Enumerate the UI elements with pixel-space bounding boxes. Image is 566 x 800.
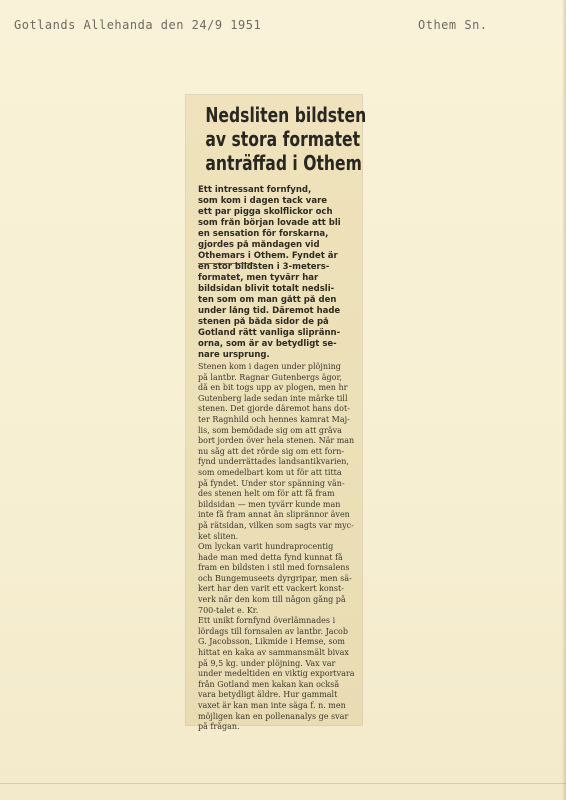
lead-line: stenen på båda sidor de på xyxy=(198,317,329,327)
body-line: ket sliten. xyxy=(198,531,239,541)
body-line: och Bungemuseets dyrgripar, men sä- xyxy=(198,573,352,583)
body-line: G. Jacobsson, Likmide i Hemse, som xyxy=(198,637,345,647)
lead-line: gjordes på måndagen vid xyxy=(198,240,320,250)
body-line: på fyndet. Under stor spänning vän- xyxy=(198,478,345,488)
lead-line: Ett intressant fornfynd, xyxy=(198,185,312,195)
body-line: Om lyckan varit hundraprocentig xyxy=(198,542,334,552)
article-headline xyxy=(205,103,367,175)
body-line: nu såg att det rörde sig om ett forn- xyxy=(198,446,345,456)
source-note: Gotlands Allehanda den 24/9 1951 xyxy=(14,18,262,32)
body-line: vaxet är kan man inte säga f. n. men xyxy=(198,701,346,710)
lead-line: bildsidan blivit totalt nedsli- xyxy=(198,284,335,294)
lead-line: Gotland rätt vanliga slipränn- xyxy=(198,328,341,338)
body-line: lördags till fornsalen av lantbr. Jacob xyxy=(198,626,348,636)
body-line: Gutenberg lade sedan inte märke till xyxy=(198,393,348,403)
lead-line: ten som om man gått på den xyxy=(198,295,337,305)
body-line: fram en bildsten i stil med fornsalens xyxy=(198,563,350,573)
body-line: på rätsidan, vilken som sagts var myc- xyxy=(198,520,354,530)
article-body xyxy=(198,362,356,733)
body-line: Ett unikt fornfynd överlämnades i xyxy=(198,616,336,626)
body-line: ter Ragnhild och hennes kamrat Maj- xyxy=(198,414,350,424)
lead-line: Othemars i Othem. Fyndet är xyxy=(198,251,338,261)
lead-line: under lång tid. Däremot hade xyxy=(198,306,341,316)
lead-line: som från början lovade att bli xyxy=(198,218,341,228)
lead-line: nare ursprung. xyxy=(198,350,270,360)
sheet-edge-shadow xyxy=(562,0,566,800)
body-line: kert har den varit ett vackert konst- xyxy=(198,584,344,594)
lead-line: som kom i dagen tack vare xyxy=(198,196,328,206)
headline-line: av stora formatet xyxy=(205,127,361,151)
body-line: inte få fram annat än sliprännor även xyxy=(198,510,350,520)
page-fold-line xyxy=(0,783,566,784)
body-line: stenen. Det gjorde däremot hans dot- xyxy=(198,404,350,414)
body-line: på lantbr. Ragnar Gutenbergs ägor, xyxy=(198,372,342,382)
lead-line: ett par pigga skolflickor och xyxy=(198,207,333,217)
body-line: verk när den kom till någon gång på xyxy=(198,595,346,605)
body-line: fynd underrättades landsantikvarien, xyxy=(198,457,349,467)
body-line: då en bit togs upp av plogen, men hr xyxy=(198,383,348,393)
body-line: möjligen kan en pollenanalys ge svar xyxy=(198,711,349,721)
body-line: från Gotland men kakan kan också xyxy=(198,679,340,689)
body-line: under medeltiden en viktig exportvara xyxy=(198,669,355,679)
article-lead xyxy=(198,185,352,361)
headline-line: anträffad i Othem xyxy=(205,151,362,175)
parish-note: Othem Sn. xyxy=(418,18,488,32)
body-line: hittat en kaka av sammansmält bivax xyxy=(198,648,349,658)
lead-line: en stor bildsten i 3-meters- xyxy=(198,262,330,272)
lead-line: en sensation för forskarna, xyxy=(198,229,329,239)
body-line: bort jorden över hela stenen. När man xyxy=(198,436,355,446)
body-line: på 9,5 kg. under plöjning. Vax var xyxy=(198,658,336,668)
body-line: lis, som bemödade sig om att gräva xyxy=(198,425,342,435)
body-line: bildsidan — men tyvärr kunde man xyxy=(198,499,341,509)
headline-line: Nedsliten bildsten xyxy=(205,103,367,127)
body-line: 700-talet e. Kr. xyxy=(198,605,259,615)
newspaper-clipping xyxy=(186,95,367,732)
lead-line: orna, som är av betydligt se- xyxy=(198,339,337,349)
body-line: des stenen helt om för att få fram xyxy=(198,489,335,499)
body-line: på frågan. xyxy=(198,722,240,732)
body-line: som omedelbart kom ut för att titta xyxy=(198,467,342,477)
lead-line: formatet, men tyvärr har xyxy=(198,273,319,283)
body-line: Stenen kom i dagen under plöjning xyxy=(198,362,341,371)
body-line: vara betydligt äldre. Hur gammalt xyxy=(198,690,338,700)
body-line: hade man med detta fynd kunnat få xyxy=(198,552,343,562)
